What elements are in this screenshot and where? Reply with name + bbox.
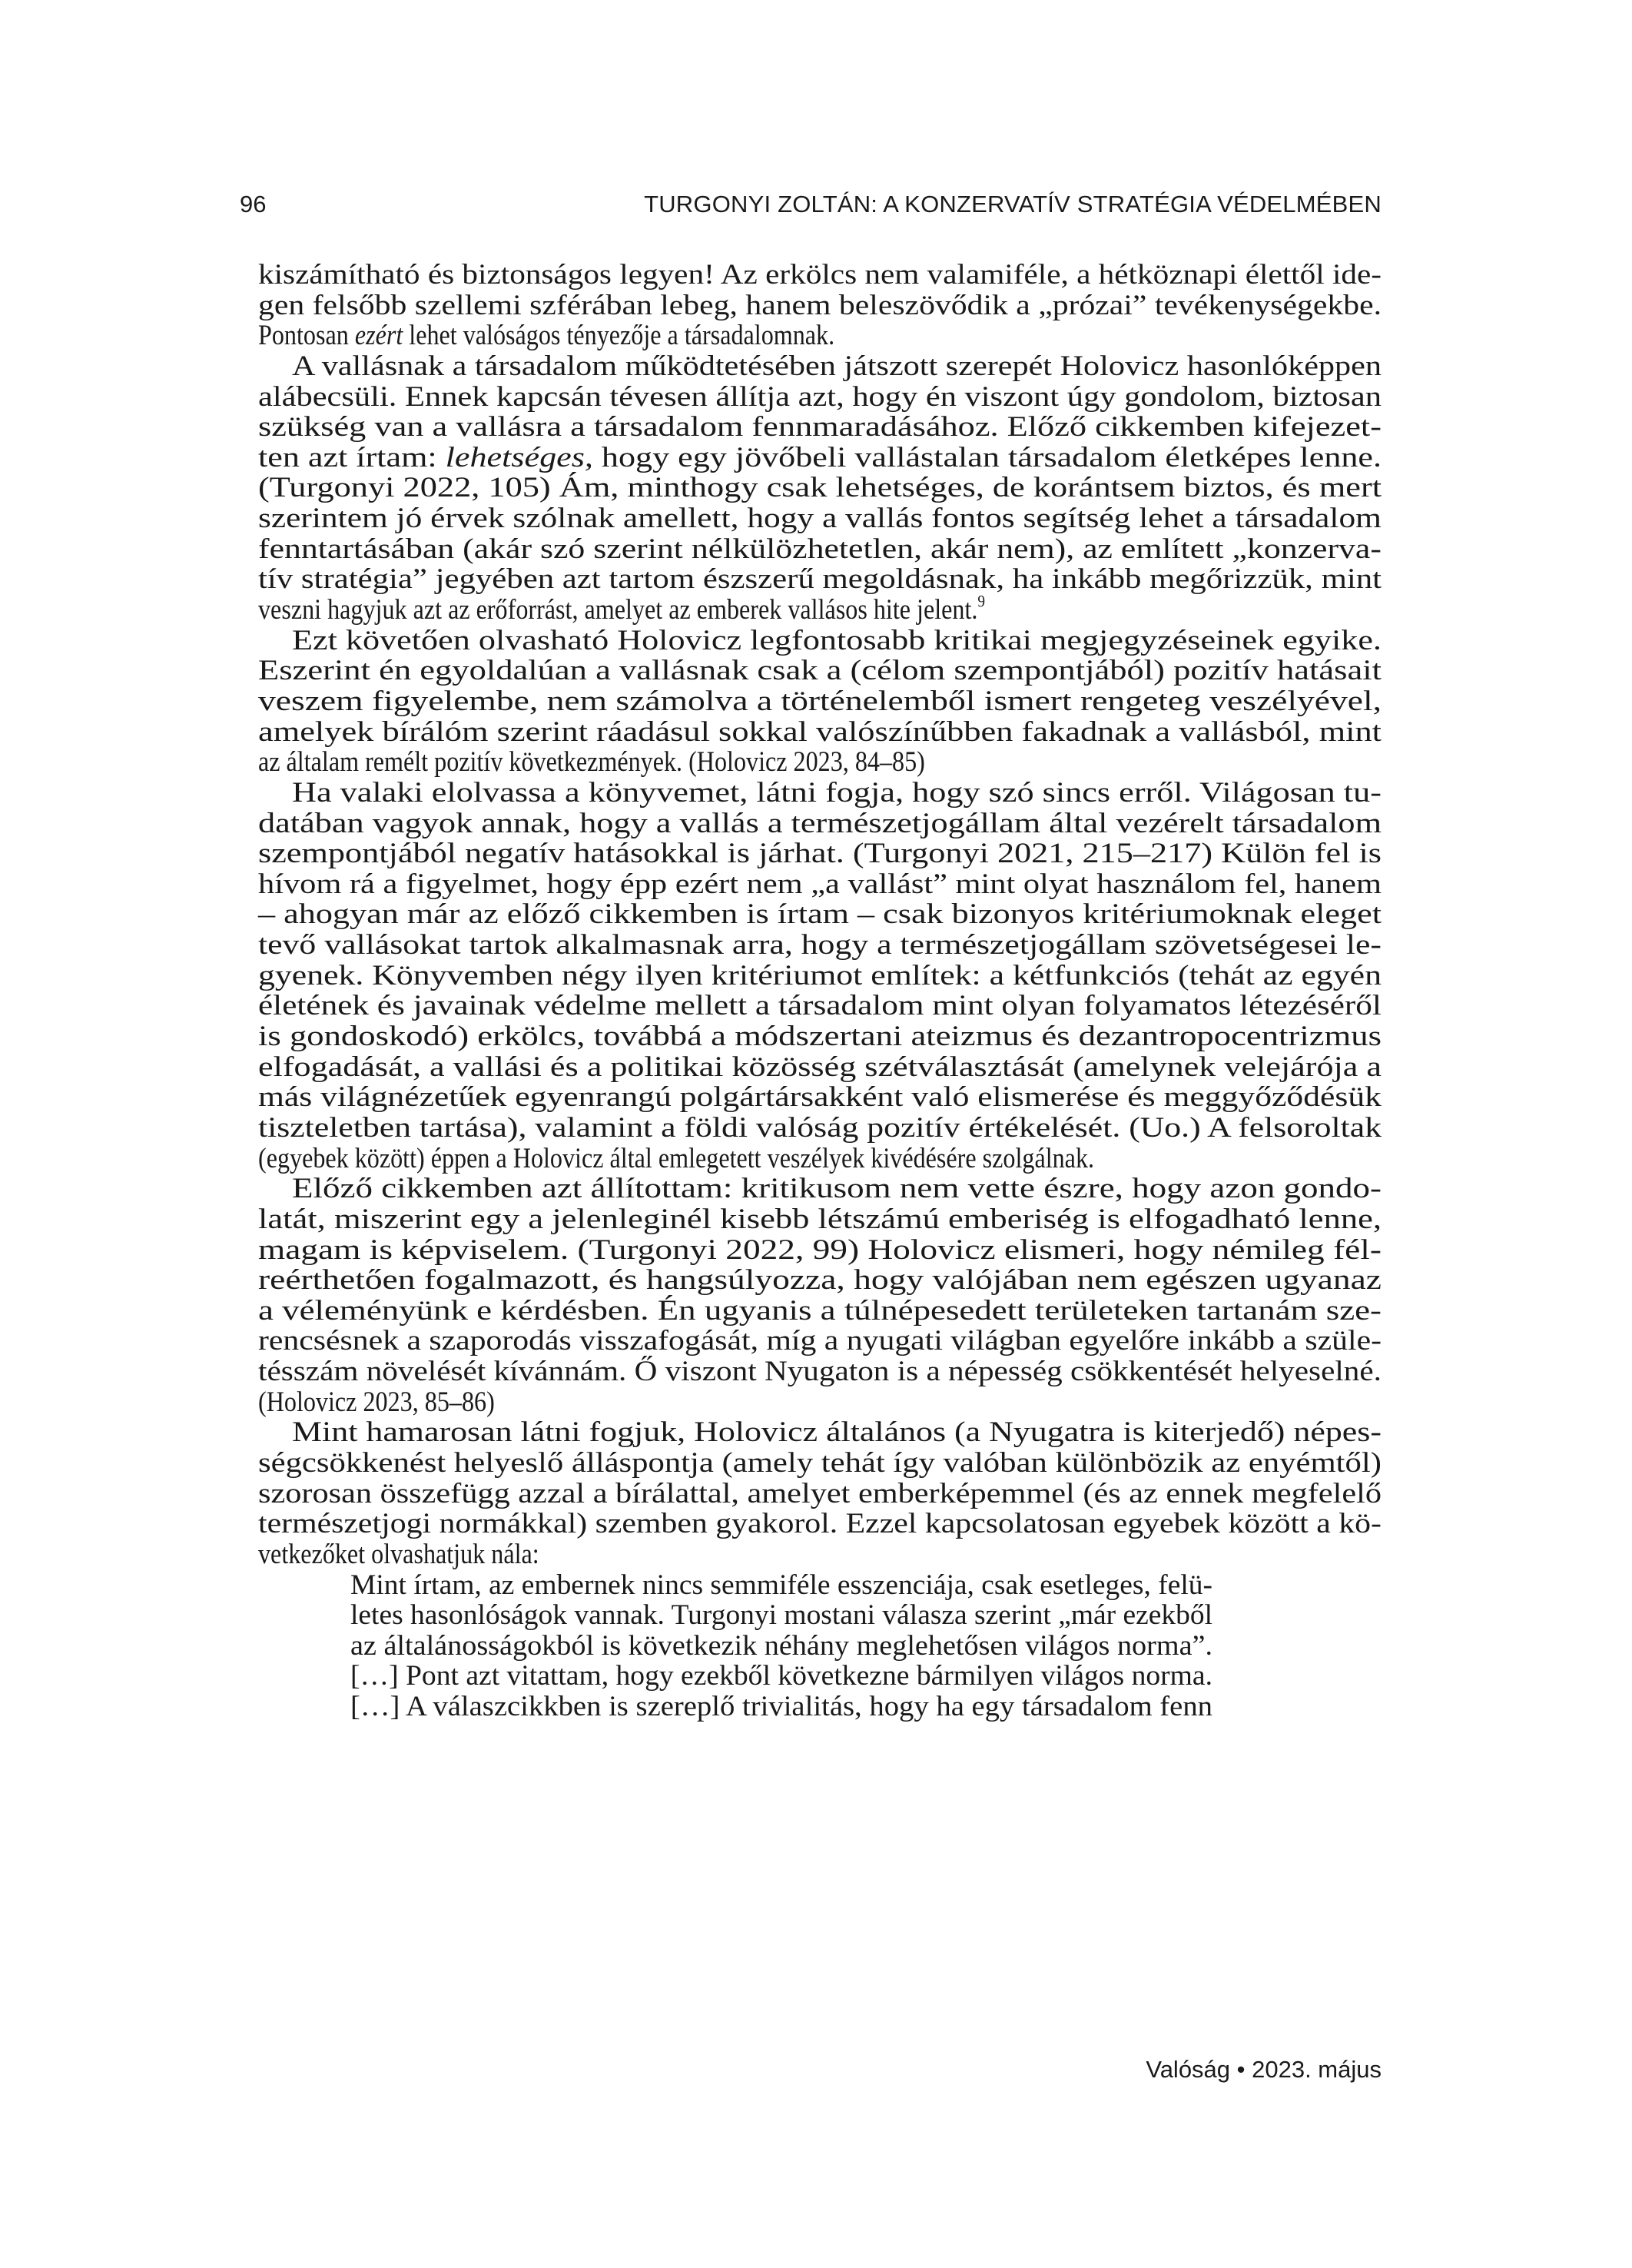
line-text: Előző cikkemben azt állítottam: kritikusom nem vette észre, hogy azon gondo- — [292, 1172, 1382, 1204]
text-line — [258, 898, 1382, 929]
text-line — [258, 929, 1382, 960]
page-number: 96 — [240, 191, 267, 218]
line-text: veszem figyelembe, nem számolva a történelemből ismert rengeteg veszélyével, — [258, 684, 1382, 716]
line-text: Ezt követően olvasható Holovicz legfontosabb kritikai megjegyzéseinek egyike. — [292, 623, 1382, 656]
text-line — [258, 1416, 1382, 1447]
line-text: életének és javainak védelme mellett a társadalom mint olyan folyamatos létezéséről — [258, 989, 1382, 1021]
text-line — [258, 808, 1382, 838]
line-text: rencsésnek a szaporodás visszafogását, míg a nyugati világban egyelőre inkább a szüle- — [258, 1324, 1382, 1356]
line-text: az általánosságokból is következik néhány meglehetősen világos norma”. — [350, 1629, 1213, 1661]
block-quote-line — [258, 1691, 1212, 1722]
line-text: letes hasonlóságok vannak. Turgonyi mostani válasza szerint „már ezekből — [350, 1599, 1213, 1631]
text-line — [258, 563, 1382, 594]
line-text: – ahogyan már az előző cikkemben is írtam – csak bizonyos kritériumoknak eleget — [258, 898, 1382, 930]
line-text: ten azt írtam: lehetséges, hogy egy jövőbeli vallástalan társadalom életképes lenne. — [258, 440, 1382, 473]
text-line — [258, 259, 1382, 290]
text-line — [258, 1051, 1382, 1082]
text-line — [258, 777, 1382, 808]
line-text: veszni hagyjuk azt az erőforrást, amelyet az emberek vallásos hite jelent.$^9$ — [258, 591, 986, 626]
line-text: más világnézetűek egyenrangú polgártársakként való elismerése és meggyőződésük — [258, 1081, 1382, 1113]
line-text: is gondoskodó) erkölcs, továbbá a módszertani ateizmus és dezantropocentrizmus — [258, 1020, 1382, 1052]
line-text: […] A válaszcikkben is szereplő trivialitás, hogy ha egy társadalom fenn — [350, 1690, 1213, 1722]
running-header — [240, 191, 1382, 221]
line-text: Pontosan ezért lehet valóságos tényezője a társadalomnak. — [258, 319, 835, 351]
line-text: szerintem jó érvek szólnak amellett, hogy a vallás fontos segítség lehet a társadalom — [258, 502, 1382, 534]
line-text: (Holovicz 2023, 85–86) — [258, 1385, 495, 1417]
line-text: vetkezőket olvashatjuk nála: — [258, 1537, 539, 1569]
footnote-marker[interactable]: 9 — [977, 591, 986, 611]
text-line — [258, 868, 1382, 899]
article-body — [258, 259, 1382, 1722]
line-text: az általam remélt pozitív következmények. (Holovicz 2023, 84–85) — [258, 745, 925, 778]
line-text: reérthetően fogalmazott, és hangsúlyozza, hogy valójában nem egészen ugyanaz — [258, 1264, 1382, 1296]
text-line — [258, 1204, 1382, 1234]
text-line — [258, 990, 1382, 1021]
text-line — [258, 746, 1382, 777]
text-line — [258, 1447, 1382, 1478]
text-line — [258, 350, 1382, 381]
line-text: magam is képviselem. (Turgonyi 2022, 99) Holovicz elismeri, hogy némileg fél- — [258, 1233, 1382, 1265]
text-line — [258, 591, 1382, 626]
text-line — [258, 411, 1382, 442]
text-line — [258, 1356, 1382, 1386]
line-text: alábecsüli. Ennek kapcsán tévesen állítja azt, hogy én viszont úgy gondolom, biztosan — [258, 380, 1382, 412]
line-text: tésszám növelését kívánnám. Ő viszont Nyugaton is a népesség csökkentését helyeselné. — [258, 1355, 1382, 1387]
text-line — [258, 838, 1382, 868]
text-line — [258, 716, 1382, 747]
line-text: […] Pont azt vitattam, hogy ezekből következne bármilyen világos norma. — [350, 1659, 1212, 1692]
line-text: a véleményünk e kérdésben. Én ugyanis a túlnépesedett területeken tartanám sze- — [258, 1293, 1382, 1326]
text-line — [258, 1386, 1382, 1417]
line-text: Eszerint én egyoldalúan a vallásnak csak a (célom szempontjából) pozitív hatásait — [258, 654, 1382, 686]
line-text: ségcsökkenést helyeslő álláspontja (amely tehát így valóban különbözik az enyémtől) — [258, 1446, 1382, 1478]
text-line — [258, 1173, 1382, 1204]
line-text: amelyek bírálóm szerint ráadásul sokkal valószínűbben fakadnak a vallásból, mint — [258, 715, 1382, 747]
text-line — [258, 1508, 1382, 1539]
journal-footer: Valóság • 2023. május — [1146, 2056, 1382, 2083]
text-line — [258, 1325, 1382, 1356]
text-line — [258, 625, 1382, 656]
text-line — [258, 1112, 1382, 1143]
line-text: tív stratégia” jegyében azt tartom észszerű megoldásnak, ha inkább megőrizzük, mint — [258, 563, 1382, 595]
text-line — [258, 1143, 1382, 1174]
line-text: természetjogi normákkal) szemben gyakorol. Ezzel kapcsolatosan egyebek között a kö- — [258, 1507, 1382, 1539]
line-text: (Turgonyi 2022, 105) Ám, minthogy csak lehetséges, de korántsem biztos, és mert — [258, 471, 1382, 503]
text-line — [258, 381, 1382, 412]
text-line — [258, 503, 1382, 533]
text-line — [258, 472, 1382, 503]
line-text: (egyebek között) éppen a Holovicz által emlegetett veszélyek kivédésére szolgálnak. — [258, 1141, 1095, 1174]
text-line — [258, 960, 1382, 991]
line-text: tiszteletben tartása), valamint a földi valóság pozitív értékelését. (Uo.) A felsoroltak — [258, 1111, 1382, 1143]
text-line — [258, 1478, 1382, 1509]
block-quote-line — [258, 1599, 1212, 1630]
text-line — [258, 1234, 1382, 1265]
text-line — [258, 1021, 1382, 1051]
line-text: datában vagyok annak, hogy a vallás a természetjogállam által vezérelt társadalom — [258, 806, 1382, 838]
line-text: elfogadását, a vallási és a politikai közösség szétválasztását (amelynek velejárója a — [258, 1050, 1382, 1082]
text-line — [258, 655, 1382, 686]
line-text: gen felsőbb szellemi szférában lebeg, hanem beleszövődik a „prózai” tevékenységekbe. — [258, 288, 1382, 320]
line-text: fenntartásában (akár szó szerint nélkülözhetetlen, akár nem), az említett „konzerva- — [258, 532, 1382, 564]
line-text: szükség van a vallásra a társadalom fennmaradásához. Előző cikkemben kifejezet- — [258, 410, 1382, 443]
line-text: Ha valaki elolvassa a könyvemet, látni fogja, hogy szó sincs erről. Világosan tu- — [292, 775, 1382, 808]
text-line — [258, 442, 1382, 473]
line-text: latát, miszerint egy a jelenleginél kisebb létszámú emberiség is elfogadható lenne, — [258, 1202, 1382, 1234]
line-text: gyenek. Könyvemben négy ilyen kritériumot említek: a kétfunkciós (tehát az egyén — [258, 958, 1382, 991]
text-line — [258, 1539, 1382, 1569]
emphasis: lehetséges, — [445, 440, 593, 473]
text-line — [258, 1081, 1382, 1112]
text-line — [258, 320, 1382, 350]
block-quote-line — [258, 1630, 1212, 1661]
text-line — [258, 686, 1382, 716]
text-line — [258, 533, 1382, 564]
emphasis: ezért — [354, 319, 403, 351]
running-title: TURGONYI ZOLTÁN: A KONZERVATÍV STRATÉGIA VÉDELMÉBEN — [644, 191, 1382, 218]
line-text: Mint hamarosan látni fogjuk, Holovicz általános (a Nyugatra is kiterjedő) népes- — [292, 1416, 1382, 1448]
text-line — [258, 1264, 1382, 1295]
line-text: szempontjából negatív hatásokkal is járhat. (Turgonyi 2021, 215–217) Külön fel is — [258, 837, 1382, 869]
text-line — [258, 1295, 1382, 1326]
line-text: Mint írtam, az embernek nincs semmiféle esszenciája, csak esetleges, felü- — [350, 1568, 1213, 1600]
line-text: A vallásnak a társadalom működtetésében játszott szerepét Holovicz hasonlóképpen — [292, 349, 1382, 381]
text-line — [258, 290, 1382, 320]
line-text: szorosan összefügg azzal a bírálattal, amelyet emberképemmel (és az ennek megfelelő — [258, 1476, 1382, 1509]
line-text: tevő vallásokat tartok alkalmasnak arra, hogy a természetjogállam szövetségesei le- — [258, 928, 1382, 961]
block-quote-line — [258, 1569, 1212, 1600]
block-quote-line — [258, 1660, 1212, 1691]
line-text: hívom rá a figyelmet, hogy épp ezért nem „a vallást” mint olyat használom fel, hanem — [258, 867, 1382, 899]
line-text: kiszámítható és biztonságos legyen! Az erkölcs nem valamiféle, a hétköznapi élettől ide- — [258, 258, 1382, 290]
